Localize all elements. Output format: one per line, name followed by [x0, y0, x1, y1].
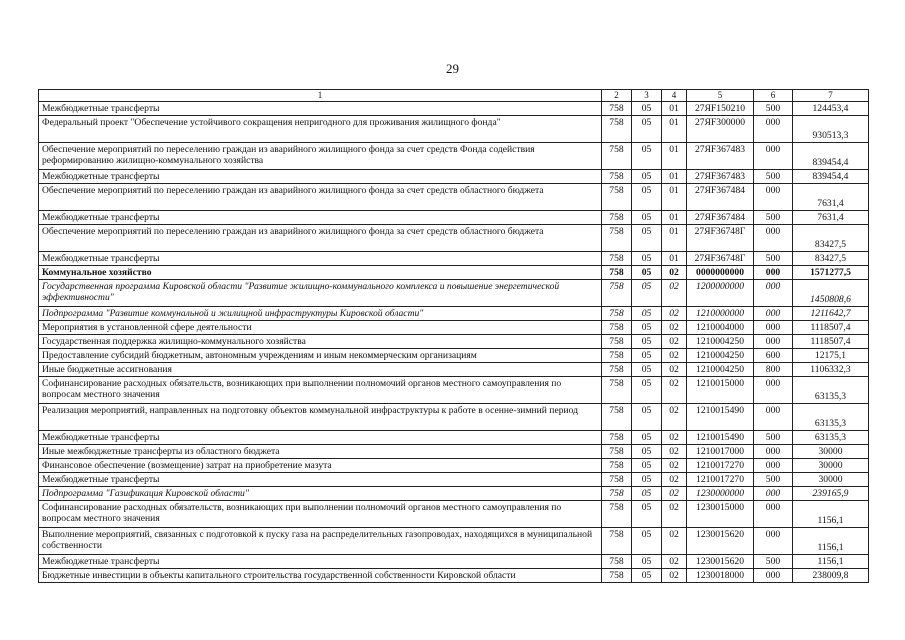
row-section-cell: 05: [632, 225, 662, 252]
row-subsection-cell: 02: [662, 501, 687, 528]
row-amount-cell: 7631,4: [793, 211, 869, 225]
row-type-cell: 000: [754, 445, 793, 459]
row-type-cell: 500: [754, 555, 793, 569]
row-amount-cell: 1450808,6: [793, 280, 869, 307]
row-name-cell: Реализация мероприятий, направленных на подготовку объектов коммунальной инфраструктуры к работе в осенне-зимний период: [39, 404, 602, 431]
budget-table: [38, 89, 869, 583]
header-col-5: 5: [687, 90, 754, 102]
row-name-cell: Межбюджетные трансферты: [39, 555, 602, 569]
row-code-cell: 758: [602, 349, 632, 363]
row-subsection-cell: 02: [662, 473, 687, 487]
row-section-cell: 05: [632, 363, 662, 377]
row-code-cell: 758: [602, 377, 632, 404]
table-row: [39, 528, 869, 555]
row-code-cell: 758: [602, 431, 632, 445]
row-section-cell: 05: [632, 211, 662, 225]
row-target-cell: 1210000000: [687, 307, 754, 321]
row-code-cell: 758: [602, 335, 632, 349]
table-row: [39, 377, 869, 404]
row-amount-cell: 1571277,5: [793, 266, 869, 280]
row-target-cell: 1210015000: [687, 377, 754, 404]
row-type-cell: 000: [754, 184, 793, 211]
table-row: [39, 501, 869, 528]
row-code-cell: 758: [602, 528, 632, 555]
row-target-cell: 27ЯF150210: [687, 102, 754, 116]
row-subsection-cell: 02: [662, 321, 687, 335]
row-section-cell: 05: [632, 252, 662, 266]
row-name-cell: Софинансирование расходных обязательств, возникающих при выполнении полномочий органов местного самоуправления по вопросам местного значения: [39, 501, 602, 528]
row-amount-cell: 30000: [793, 445, 869, 459]
row-name-cell: Предоставление субсидий бюджетным, автономным учреждениям и иным некоммерческим организациям: [39, 349, 602, 363]
row-type-cell: 500: [754, 211, 793, 225]
row-amount-cell: 238009,8: [793, 569, 869, 583]
row-amount-cell: 124453,4: [793, 102, 869, 116]
row-type-cell: 000: [754, 280, 793, 307]
row-amount-cell: 1118507,4: [793, 321, 869, 335]
row-section-cell: 05: [632, 431, 662, 445]
row-code-cell: 758: [602, 252, 632, 266]
row-code-cell: 758: [602, 569, 632, 583]
row-name-cell: Финансовое обеспечение (возмещение) затрат на приобретение мазута: [39, 459, 602, 473]
row-subsection-cell: 01: [662, 184, 687, 211]
row-name-cell: Мероприятия в установленной сфере деятельности: [39, 321, 602, 335]
row-subsection-cell: 02: [662, 459, 687, 473]
row-subsection-cell: 01: [662, 211, 687, 225]
row-type-cell: 500: [754, 102, 793, 116]
row-name-cell: Государственная программа Кировской области "Развитие жилищно-коммунального комплекса и повышение энергетической эффективности": [39, 280, 602, 307]
row-target-cell: 1230000000: [687, 487, 754, 501]
row-subsection-cell: 02: [662, 349, 687, 363]
row-type-cell: 000: [754, 377, 793, 404]
row-section-cell: 05: [632, 170, 662, 184]
row-amount-cell: 12175,1: [793, 349, 869, 363]
row-amount-cell: 30000: [793, 459, 869, 473]
row-amount-cell: 63135,3: [793, 404, 869, 431]
row-target-cell: 27ЯF367483: [687, 170, 754, 184]
table-header-row: [39, 90, 869, 102]
row-code-cell: 758: [602, 487, 632, 501]
row-section-cell: 05: [632, 487, 662, 501]
table-row: [39, 280, 869, 307]
budget-table-body: [39, 90, 869, 583]
row-section-cell: 05: [632, 266, 662, 280]
row-amount-cell: 83427,5: [793, 225, 869, 252]
row-section-cell: 05: [632, 307, 662, 321]
row-name-cell: Иные межбюджетные трансферты из областного бюджета: [39, 445, 602, 459]
row-name-cell: Межбюджетные трансферты: [39, 431, 602, 445]
row-code-cell: 758: [602, 116, 632, 143]
row-code-cell: 758: [602, 184, 632, 211]
row-section-cell: 05: [632, 459, 662, 473]
table-row: [39, 307, 869, 321]
row-target-cell: 27ЯF367484: [687, 211, 754, 225]
table-row: [39, 569, 869, 583]
table-row: [39, 445, 869, 459]
row-type-cell: 500: [754, 170, 793, 184]
row-target-cell: 1230015000: [687, 501, 754, 528]
row-target-cell: 27ЯF300000: [687, 116, 754, 143]
header-col-4: 4: [662, 90, 687, 102]
row-type-cell: 000: [754, 528, 793, 555]
row-amount-cell: 1156,1: [793, 501, 869, 528]
row-subsection-cell: 02: [662, 431, 687, 445]
row-target-cell: 1210004000: [687, 321, 754, 335]
row-subsection-cell: 01: [662, 143, 687, 170]
row-subsection-cell: 02: [662, 280, 687, 307]
row-type-cell: 500: [754, 252, 793, 266]
table-row: [39, 211, 869, 225]
header-col-2: 2: [602, 90, 632, 102]
row-section-cell: 05: [632, 184, 662, 211]
row-type-cell: 500: [754, 431, 793, 445]
row-subsection-cell: 02: [662, 569, 687, 583]
row-amount-cell: 83427,5: [793, 252, 869, 266]
row-section-cell: 05: [632, 143, 662, 170]
table-row: [39, 252, 869, 266]
table-row: [39, 321, 869, 335]
row-type-cell: 000: [754, 266, 793, 280]
row-section-cell: 05: [632, 349, 662, 363]
row-target-cell: 1210017270: [687, 473, 754, 487]
row-name-cell: Подпрограмма "Газификация Кировской области": [39, 487, 602, 501]
row-name-cell: Межбюджетные трансферты: [39, 170, 602, 184]
table-row: [39, 363, 869, 377]
table-row: [39, 487, 869, 501]
row-section-cell: 05: [632, 335, 662, 349]
row-target-cell: 1210015490: [687, 431, 754, 445]
row-section-cell: 05: [632, 321, 662, 335]
row-amount-cell: 839454,4: [793, 170, 869, 184]
row-section-cell: 05: [632, 445, 662, 459]
row-amount-cell: 839454,4: [793, 143, 869, 170]
row-type-cell: 000: [754, 143, 793, 170]
row-section-cell: 05: [632, 501, 662, 528]
row-subsection-cell: 02: [662, 555, 687, 569]
row-name-cell: Межбюджетные трансферты: [39, 473, 602, 487]
row-name-cell: Федеральный проект "Обеспечение устойчивого сокращения непригодного для проживания жилищного фонда": [39, 116, 602, 143]
row-target-cell: 27ЯF36748Г: [687, 252, 754, 266]
table-row: [39, 349, 869, 363]
row-name-cell: Выполнение мероприятий, связанных с подготовкой к пуску газа на распределительных газопроводах, находящихся в муниципальной собственности: [39, 528, 602, 555]
row-amount-cell: 1156,1: [793, 528, 869, 555]
row-subsection-cell: 02: [662, 307, 687, 321]
table-row: [39, 184, 869, 211]
row-type-cell: 000: [754, 487, 793, 501]
row-section-cell: 05: [632, 404, 662, 431]
row-section-cell: 05: [632, 102, 662, 116]
row-target-cell: 1230018000: [687, 569, 754, 583]
row-code-cell: 758: [602, 280, 632, 307]
row-target-cell: 1210017000: [687, 445, 754, 459]
row-code-cell: 758: [602, 445, 632, 459]
table-row: [39, 225, 869, 252]
row-type-cell: 800: [754, 363, 793, 377]
row-section-cell: 05: [632, 280, 662, 307]
row-subsection-cell: 02: [662, 266, 687, 280]
row-amount-cell: 63135,3: [793, 377, 869, 404]
row-name-cell: Обеспечение мероприятий по переселению граждан из аварийного жилищного фонда за счет средств областного бюджета: [39, 225, 602, 252]
row-target-cell: 1200000000: [687, 280, 754, 307]
row-type-cell: 000: [754, 459, 793, 473]
row-amount-cell: 1211642,7: [793, 307, 869, 321]
row-code-cell: 758: [602, 102, 632, 116]
row-type-cell: 000: [754, 321, 793, 335]
row-section-cell: 05: [632, 555, 662, 569]
row-section-cell: 05: [632, 473, 662, 487]
row-code-cell: 758: [602, 143, 632, 170]
row-name-cell: Межбюджетные трансферты: [39, 252, 602, 266]
row-target-cell: 27ЯF367483: [687, 143, 754, 170]
table-row: [39, 102, 869, 116]
row-amount-cell: 30000: [793, 473, 869, 487]
table-row: [39, 431, 869, 445]
header-col-7: 7: [793, 90, 869, 102]
row-section-cell: 05: [632, 377, 662, 404]
row-type-cell: 000: [754, 501, 793, 528]
row-code-cell: 758: [602, 211, 632, 225]
row-name-cell: Межбюджетные трансферты: [39, 211, 602, 225]
row-target-cell: 1230015620: [687, 555, 754, 569]
row-code-cell: 758: [602, 459, 632, 473]
page-number: 29: [446, 61, 459, 76]
row-type-cell: 000: [754, 307, 793, 321]
row-section-cell: 05: [632, 569, 662, 583]
row-code-cell: 758: [602, 404, 632, 431]
row-name-cell: Софинансирование расходных обязательств, возникающих при выполнении полномочий органов местного самоуправления по вопросам местного значения: [39, 377, 602, 404]
row-name-cell: Обеспечение мероприятий по переселению граждан из аварийного жилищного фонда за счет средств областного бюджета: [39, 184, 602, 211]
row-subsection-cell: 02: [662, 404, 687, 431]
row-amount-cell: 239165,9: [793, 487, 869, 501]
row-subsection-cell: 02: [662, 377, 687, 404]
row-name-cell: Государственная поддержка жилищно-коммунального хозяйства: [39, 335, 602, 349]
row-subsection-cell: 02: [662, 363, 687, 377]
row-amount-cell: 1118507,4: [793, 335, 869, 349]
row-name-cell: Иные бюджетные ассигнования: [39, 363, 602, 377]
row-subsection-cell: 02: [662, 528, 687, 555]
row-subsection-cell: 01: [662, 170, 687, 184]
table-row: [39, 116, 869, 143]
table-row: [39, 459, 869, 473]
header-col-3: 3: [632, 90, 662, 102]
header-col-6: 6: [754, 90, 793, 102]
row-code-cell: 758: [602, 555, 632, 569]
row-name-cell: Подпрограмма "Развитие коммунальной и жилищной инфраструктуры Кировской области": [39, 307, 602, 321]
row-target-cell: 1230015620: [687, 528, 754, 555]
row-target-cell: 1210017270: [687, 459, 754, 473]
row-code-cell: 758: [602, 225, 632, 252]
table-row: [39, 473, 869, 487]
row-target-cell: 1210004250: [687, 349, 754, 363]
row-type-cell: 000: [754, 116, 793, 143]
row-target-cell: 1210004250: [687, 335, 754, 349]
table-row: [39, 266, 869, 280]
row-code-cell: 758: [602, 321, 632, 335]
row-target-cell: 1210004250: [687, 363, 754, 377]
row-type-cell: 000: [754, 569, 793, 583]
row-subsection-cell: 01: [662, 225, 687, 252]
row-amount-cell: 63135,3: [793, 431, 869, 445]
row-section-cell: 05: [632, 116, 662, 143]
table-row: [39, 143, 869, 170]
row-target-cell: 27ЯF367484: [687, 184, 754, 211]
row-target-cell: 27ЯF36748Г: [687, 225, 754, 252]
table-row: [39, 170, 869, 184]
row-subsection-cell: 02: [662, 445, 687, 459]
row-code-cell: 758: [602, 473, 632, 487]
table-row: [39, 335, 869, 349]
row-subsection-cell: 01: [662, 252, 687, 266]
row-type-cell: 000: [754, 335, 793, 349]
row-amount-cell: 1106332,3: [793, 363, 869, 377]
row-code-cell: 758: [602, 170, 632, 184]
row-section-cell: 05: [632, 528, 662, 555]
table-row: [39, 404, 869, 431]
row-type-cell: 500: [754, 473, 793, 487]
row-code-cell: 758: [602, 266, 632, 280]
row-subsection-cell: 01: [662, 102, 687, 116]
row-subsection-cell: 01: [662, 116, 687, 143]
row-amount-cell: 930513,3: [793, 116, 869, 143]
header-col-1: 1: [39, 90, 602, 102]
row-type-cell: 600: [754, 349, 793, 363]
row-code-cell: 758: [602, 307, 632, 321]
row-amount-cell: 1156,1: [793, 555, 869, 569]
row-subsection-cell: 02: [662, 487, 687, 501]
row-code-cell: 758: [602, 363, 632, 377]
row-name-cell: Межбюджетные трансферты: [39, 102, 602, 116]
row-amount-cell: 7631,4: [793, 184, 869, 211]
row-name-cell: Обеспечение мероприятий по переселению граждан из аварийного жилищного фонда за счет средств Фонда содействия реформированию жилищно-коммунального хозяйства: [39, 143, 602, 170]
row-name-cell: Коммунальное хозяйство: [39, 266, 602, 280]
row-name-cell: Бюджетные инвестиции в объекты капитального строительства государственной собственности Кировской области: [39, 569, 602, 583]
row-target-cell: 0000000000: [687, 266, 754, 280]
row-type-cell: 000: [754, 404, 793, 431]
row-subsection-cell: 02: [662, 335, 687, 349]
table-row: [39, 555, 869, 569]
row-code-cell: 758: [602, 501, 632, 528]
row-target-cell: 1210015490: [687, 404, 754, 431]
row-type-cell: 000: [754, 225, 793, 252]
